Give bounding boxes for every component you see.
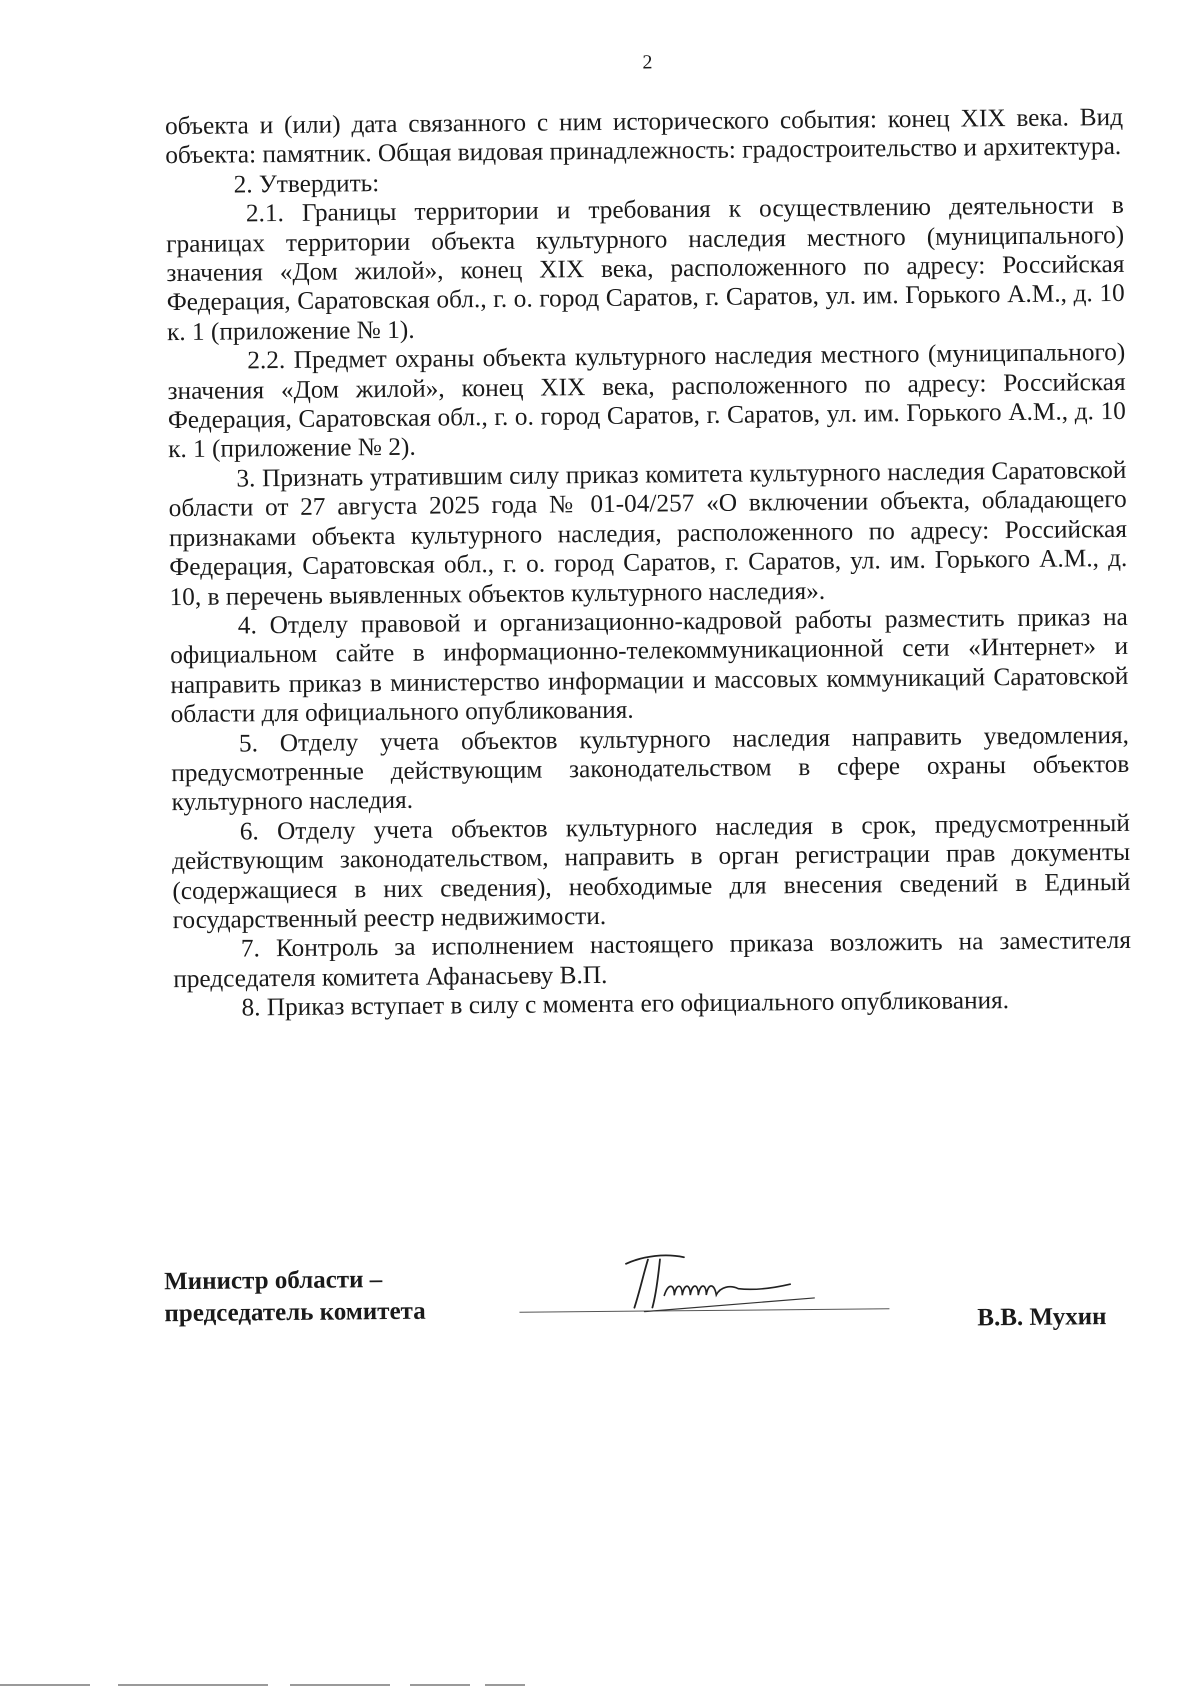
signer-name: В.В. Мухин: [977, 1303, 1107, 1332]
paragraph-item-8: 8. Приказ вступает в силу с момента его официального опубликования.: [241, 986, 1010, 1022]
paragraph-item-5: 5. Отделу учета объектов культурного наследия направить уведомления, предусмотренные действующим законодательством в сфере охраны объектов культурного наследия.: [171, 720, 1130, 817]
scan-artifact-marks: [0, 1684, 1200, 1688]
signature-block: [164, 1257, 1125, 1346]
paragraph-item-6: 6. Отделу учета объектов культурного наследия в срок, предусмотренный действующим законодательством, направить в орган регистрации прав документы (содержащиеся в них сведения), необходимые для внесения сведений в Единый государственный реестр недвижимости.: [171, 808, 1131, 935]
handwritten-signature: [604, 1248, 825, 1320]
paragraph-item-4: 4. Отделу правовой и организационно-кадровой работы разместить приказ на официальном сайте в информационно-телекоммуникационной сети «Интернет» и направить приказ в министерство информации и массовых коммуникаций Саратовской области для официального опубликования.: [169, 602, 1129, 729]
page-number: 2: [642, 51, 653, 74]
paragraph-item-7: 7. Контроль за исполнением настоящего приказа возложить на заместителя председателя комитета Афанасьеву В.П.: [173, 926, 1132, 993]
signer-title-line-1: Министр области –: [164, 1266, 383, 1296]
paragraph-item-2: 2. Утвердить:: [233, 168, 380, 199]
paragraph-item-2-1: 2.1. Границы территории и требования к осуществлению деятельности в границах территории объекта культурного наследия местного (муниципального) значения «Дом жилой», конец XIX века, расположенного по адресу: Российская Федерация, Саратовская обл., г. о. город Саратов, г. Саратов, ул. им. Горького А.М., д. 10 к. 1 (приложение № 1).: [166, 191, 1125, 346]
signer-title: [164, 1264, 426, 1331]
signer-title-line-2: председатель комитета: [164, 1297, 426, 1328]
paragraph-item-3: 3. Признать утратившим силу приказ комитета культурного наследия Саратовской области от 27 августа 2025 года № 01-04/257 «О включении объекта, обладающего признаками объекта культурного наследия, расположенного по адресу: Российская Федерация, Саратовская обл., г. о. город Саратов, г. Саратов, ул. им. Горького А.М., д. 10, в перечень выявленных объектов культурного наследия».: [168, 455, 1128, 611]
paragraph-item-2-2: 2.2. Предмет охраны объекта культурного наследия местного (муниципального) значения «Дом жилой», конец XIX века, расположенного по адресу: Российская Федерация, Саратовская обл., г. о. город Саратов, г. Саратов, ул. им. Горького А.М., д. 10 к. 1 (приложение № 2).: [167, 338, 1126, 464]
document-body: [165, 103, 1132, 1024]
paragraph-continuation: объекта и (или) дата связанного с ним исторического события: конец XIX века. Вид объекта: памятник. Общая видовая принадлежность: градостроительство и архитектура.: [164, 102, 1124, 170]
